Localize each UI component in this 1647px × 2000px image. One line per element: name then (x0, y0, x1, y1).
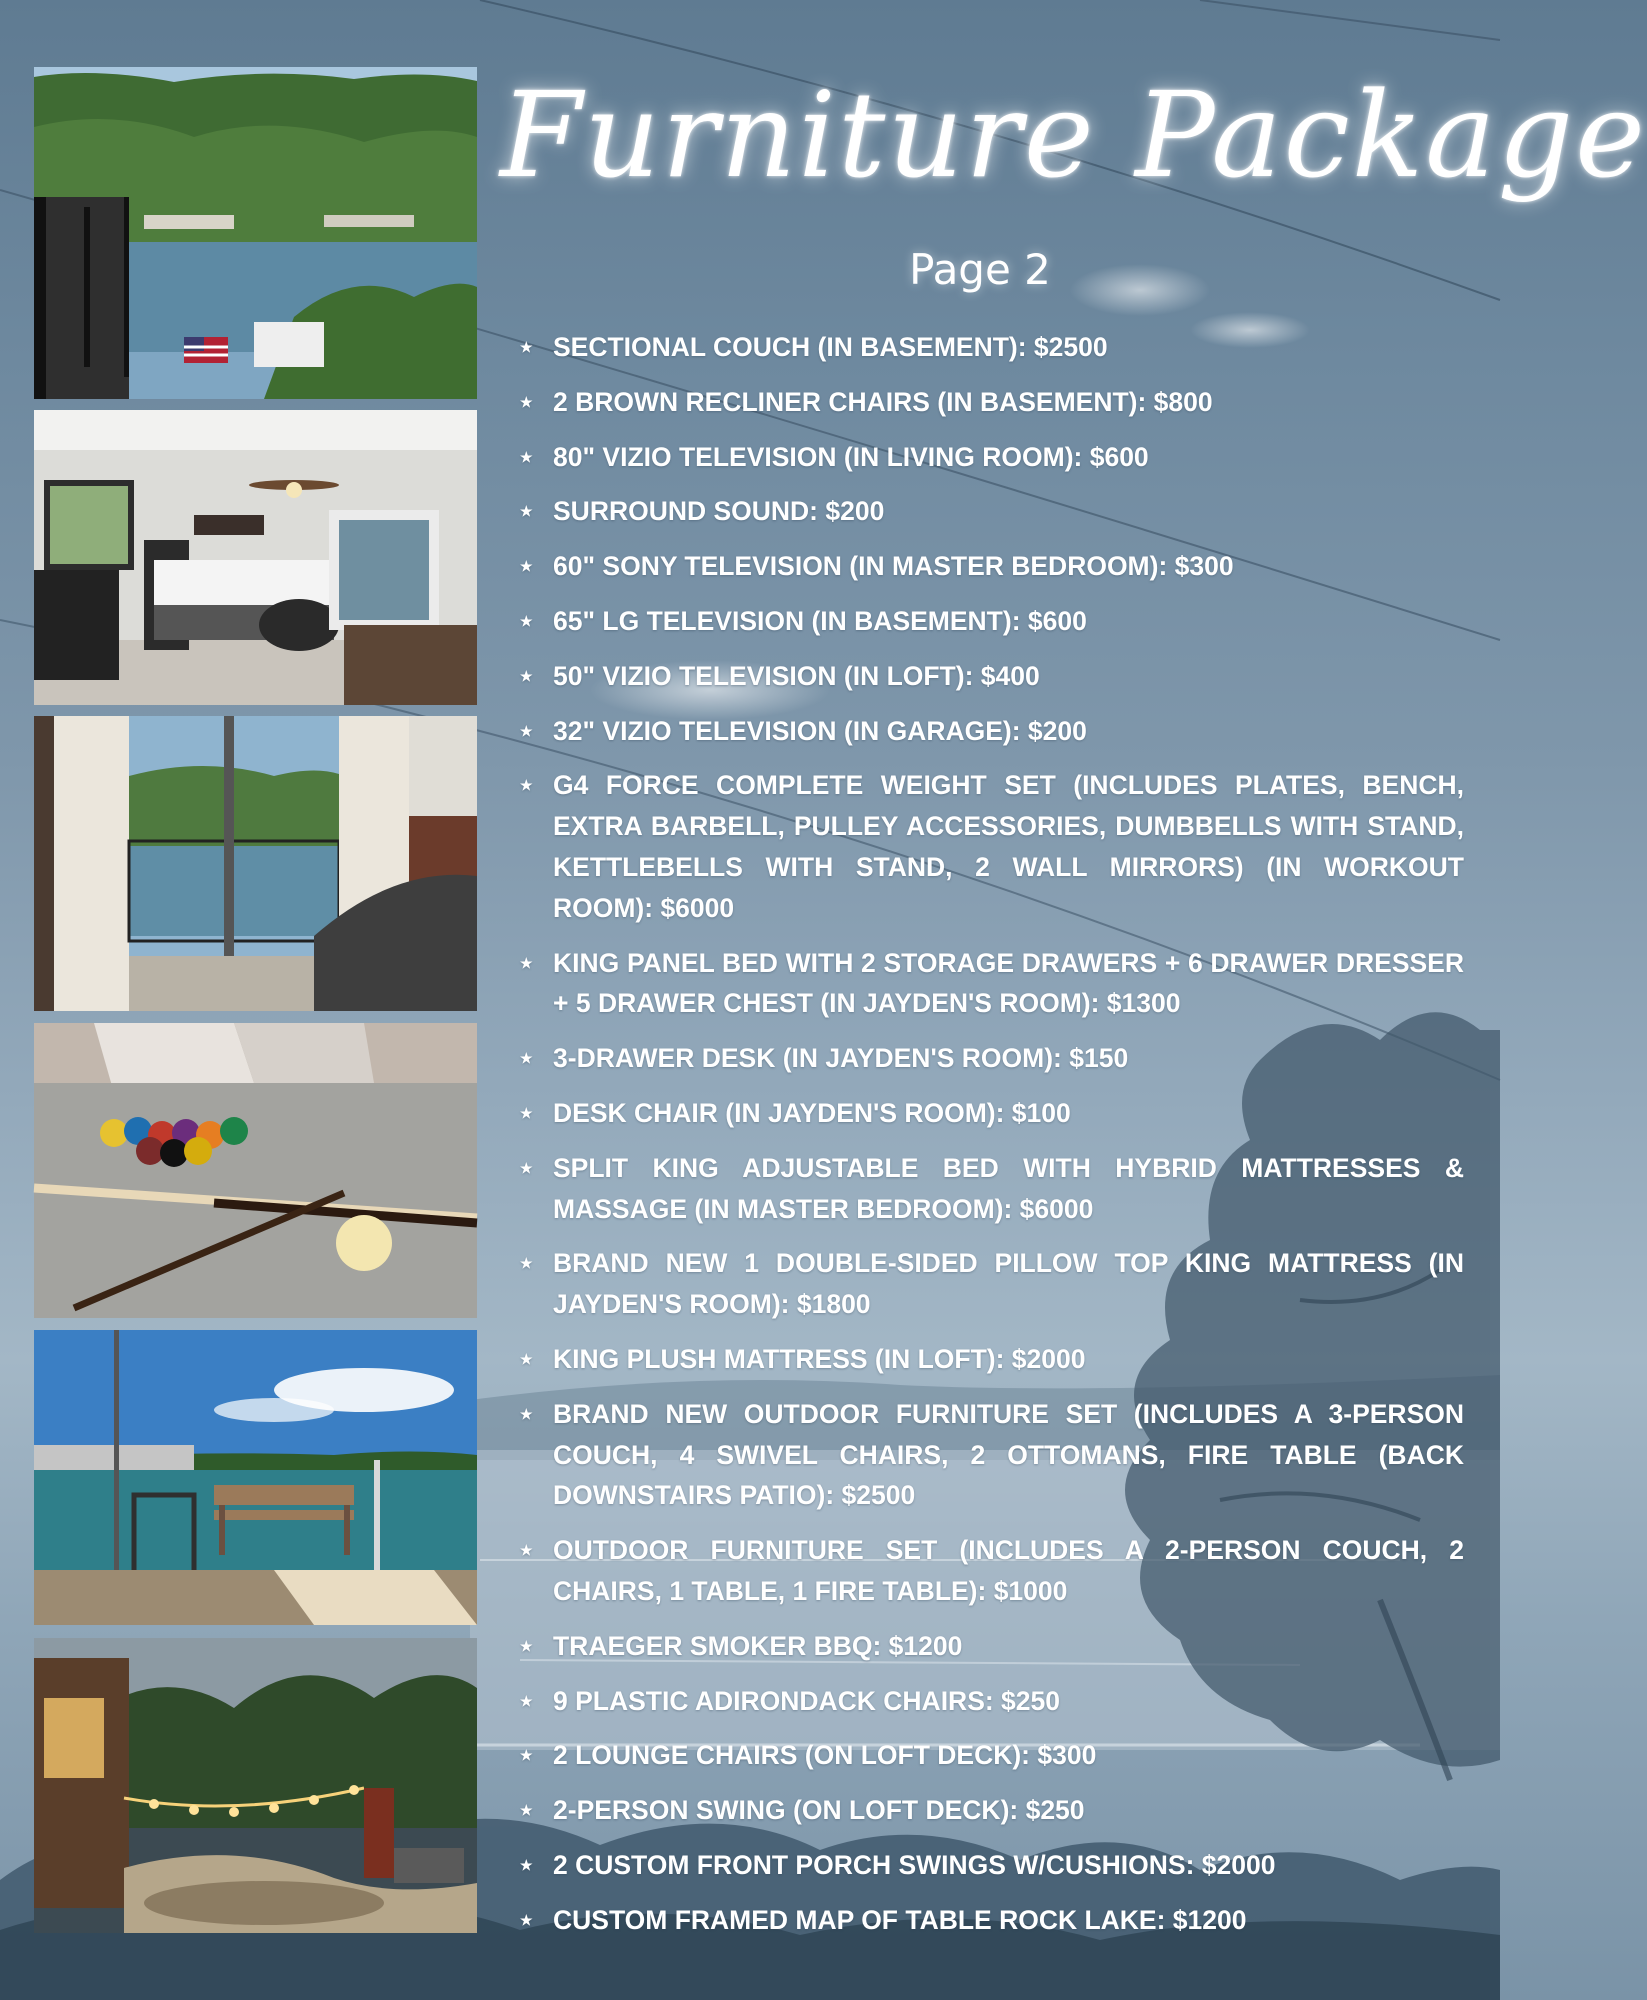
item-text: DESK CHAIR (IN JAYDEN'S ROOM): $100 (553, 1097, 1071, 1128)
photo-boat-dock (34, 1330, 477, 1625)
item-text: SPLIT KING ADJUSTABLE BED WITH HYBRID MATTRESSES & MASSAGE (IN MASTER BEDROOM): $6000 (553, 1152, 1464, 1224)
list-item (520, 1038, 1464, 1079)
star-bullet-icon: ★ (520, 1255, 533, 1272)
item-text: 60" SONY TELEVISION (IN MASTER BEDROOM): $300 (553, 551, 1234, 582)
list-item (520, 1845, 1464, 1886)
star-bullet-icon: ★ (520, 612, 533, 629)
star-bullet-icon: ★ (520, 667, 533, 684)
list-item (520, 765, 1464, 928)
list-item (520, 1900, 1464, 1941)
list-item (520, 1148, 1464, 1230)
list-item (520, 327, 1464, 368)
photo-sliding-door-lake-view (34, 716, 477, 1011)
item-text: SECTIONAL COUCH (IN BASEMENT): $2500 (553, 332, 1108, 362)
item-text: 2 LOUNGE CHAIRS (ON LOFT DECK): $300 (553, 1740, 1097, 1771)
list-item (520, 546, 1464, 587)
star-bullet-icon: ★ (520, 1159, 533, 1176)
list-item (520, 1243, 1464, 1325)
item-text: 9 PLASTIC ADIRONDACK CHAIRS: $250 (553, 1685, 1061, 1716)
sliding-door-lake-view-photo (34, 716, 477, 1011)
star-bullet-icon: ★ (520, 1542, 533, 1559)
page-title: Furniture Package (500, 66, 1647, 204)
list-item (520, 1093, 1464, 1134)
item-text: 80" VIZIO TELEVISION (IN LIVING ROOM): $600 (553, 441, 1149, 472)
star-bullet-icon: ★ (520, 1637, 533, 1654)
photo-pool-table (34, 1023, 477, 1318)
list-item (520, 437, 1464, 478)
item-text: G4 FORCE COMPLETE WEIGHT SET (INCLUDES PLATES, BENCH, EXTRA BARBELL, PULLEY ACCESSORIES, DUMBBELLS WITH STAND, KETTLEBELLS WITH STAND, 2 WALL MIRRORS) (IN WORKOUT ROOM): $6000 (553, 770, 1464, 923)
star-bullet-icon: ★ (520, 339, 533, 355)
item-text: 65" LG TELEVISION (IN BASEMENT): $600 (553, 605, 1087, 636)
item-text: TRAEGER SMOKER BBQ: $1200 (553, 1630, 963, 1661)
star-bullet-icon: ★ (520, 777, 533, 794)
list-item (520, 1790, 1464, 1831)
list-item (520, 943, 1464, 1025)
item-text: 2 BROWN RECLINER CHAIRS (IN BASEMENT): $800 (553, 386, 1213, 417)
list-item (520, 656, 1464, 697)
list-item (520, 1530, 1464, 1612)
boat-dock-photo (34, 1330, 477, 1625)
star-bullet-icon: ★ (520, 1050, 533, 1067)
item-text: SURROUND SOUND: $200 (553, 496, 885, 527)
page-number-label: Page 2 (909, 245, 1051, 294)
star-bullet-icon: ★ (520, 1802, 533, 1819)
star-bullet-icon: ★ (520, 1856, 533, 1873)
list-item (520, 1394, 1464, 1516)
list-item (520, 601, 1464, 642)
item-text: 2-PERSON SWING (ON LOFT DECK): $250 (553, 1795, 1085, 1826)
list-item (520, 1626, 1464, 1667)
list-item (520, 491, 1464, 532)
star-bullet-icon: ★ (520, 1350, 533, 1367)
item-text: KING PANEL BED WITH 2 STORAGE DRAWERS + 6 DRAWER DRESSER + 5 DRAWER CHEST (IN JAYDEN'S ROOM): $1300 (553, 947, 1464, 1019)
list-item (520, 382, 1464, 423)
item-text: BRAND NEW 1 DOUBLE-SIDED PILLOW TOP KING MATTRESS (IN JAYDEN'S ROOM): $1800 (553, 1248, 1464, 1320)
pool-table-photo (34, 1023, 477, 1318)
star-bullet-icon: ★ (520, 393, 533, 410)
bedroom-photo (34, 410, 477, 705)
item-text: 2 CUSTOM FRONT PORCH SWINGS W/CUSHIONS: $2000 (553, 1849, 1276, 1880)
item-text: BRAND NEW OUTDOOR FURNITURE SET (INCLUDES A 3-PERSON COUCH, 4 SWIVEL CHAIRS, 2 OTTOMANS, FIRE TABLE (BACK DOWNSTAIRS PATIO): $2500 (553, 1398, 1464, 1511)
title-block (500, 35, 1647, 265)
item-text: 50" VIZIO TELEVISION (IN LOFT): $400 (553, 660, 1040, 691)
item-text: 32" VIZIO TELEVISION (IN GARAGE): $200 (553, 715, 1087, 746)
star-bullet-icon: ★ (520, 954, 533, 971)
backyard-lights-photo (34, 1638, 477, 1933)
star-bullet-icon: ★ (520, 1405, 533, 1422)
item-text: KING PLUSH MATTRESS (IN LOFT): $2000 (553, 1343, 1086, 1374)
star-bullet-icon: ★ (520, 722, 533, 739)
star-bullet-icon: ★ (520, 1747, 533, 1764)
item-text: CUSTOM FRAMED MAP OF TABLE ROCK LAKE: $1200 (553, 1904, 1247, 1935)
star-bullet-icon: ★ (520, 1911, 533, 1928)
lake-view-balcony-photo (34, 67, 477, 399)
item-text: 3-DRAWER DESK (IN JAYDEN'S ROOM): $150 (553, 1043, 1129, 1074)
list-item (520, 1681, 1464, 1722)
star-bullet-icon: ★ (520, 558, 533, 575)
star-bullet-icon: ★ (520, 503, 533, 520)
star-bullet-icon: ★ (520, 1692, 533, 1709)
list-item (520, 711, 1464, 752)
list-item (520, 1339, 1464, 1380)
photo-lake-view-balcony (34, 67, 477, 399)
furniture-item-list (520, 327, 1464, 1955)
photo-backyard-lights (34, 1638, 477, 1933)
star-bullet-icon: ★ (520, 448, 533, 465)
photo-bedroom (34, 410, 477, 705)
item-text: OUTDOOR FURNITURE SET (INCLUDES A 2-PERSON COUCH, 2 CHAIRS, 1 TABLE, 1 FIRE TABLE): $1000 (553, 1535, 1464, 1606)
star-bullet-icon: ★ (520, 1104, 533, 1121)
list-item (520, 1735, 1464, 1776)
